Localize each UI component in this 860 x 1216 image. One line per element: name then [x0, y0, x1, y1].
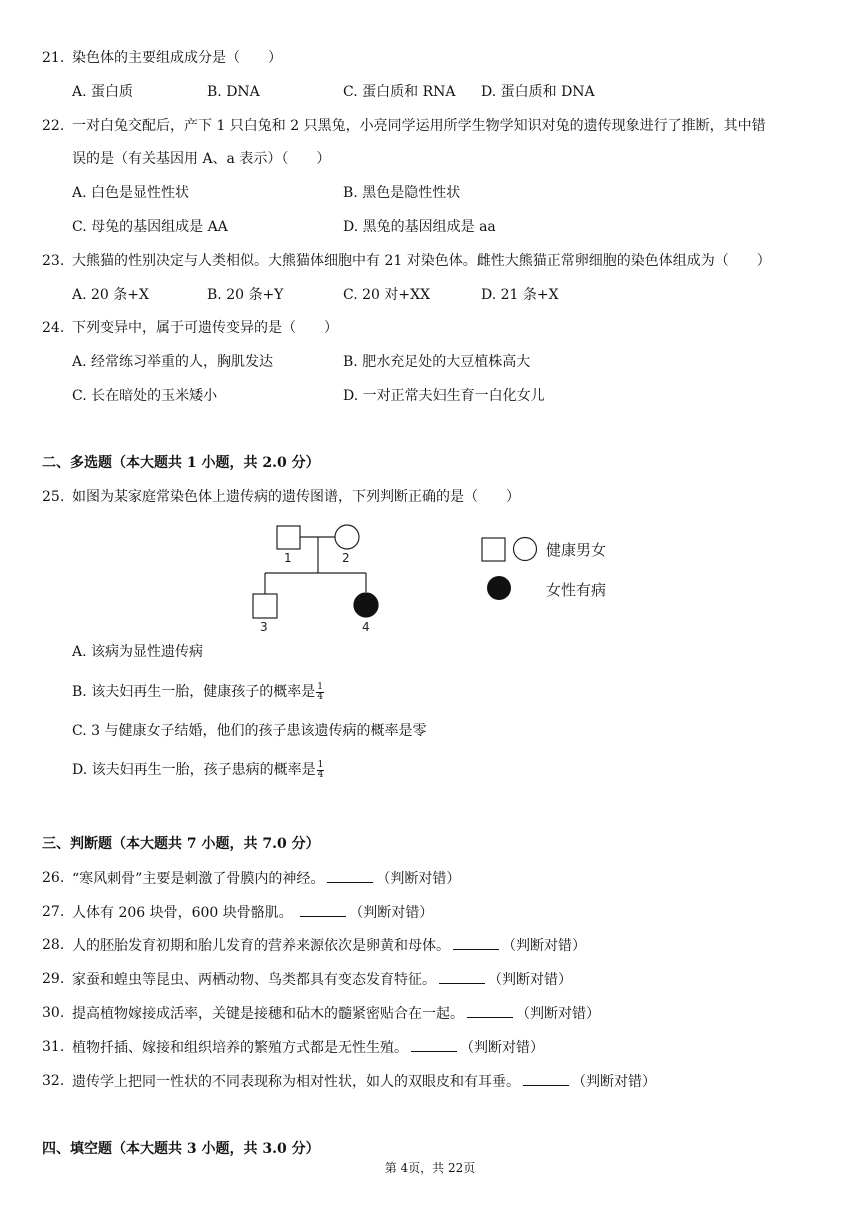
- question-number: 30.: [42, 1005, 65, 1021]
- q21-option-b[interactable]: B. DNA: [207, 84, 260, 100]
- question-number: 27.: [42, 904, 65, 920]
- male-1-square: [277, 526, 300, 549]
- q21-option-a[interactable]: A. 蛋白质: [72, 84, 134, 100]
- answer-blank[interactable]: [327, 868, 373, 883]
- fraction-numerator: 1: [317, 681, 323, 692]
- judge-item: [72, 969, 572, 990]
- legend-affected-label: 女性有病: [546, 581, 607, 599]
- fraction-denominator: 4: [317, 691, 323, 702]
- q24-option-b[interactable]: B. 肥水充足处的大豆植株高大: [343, 354, 531, 370]
- judge-item: [72, 1071, 656, 1092]
- q25-option-c[interactable]: C. 3 与健康女子结婚，他们的孩子患该遗传病的概率是零: [72, 723, 427, 739]
- question-25-text: 如图为某家庭常染色体上遗传病的遗传图谱，下列判断正确的是（ ）: [72, 489, 520, 505]
- q21-option-c[interactable]: C. 蛋白质和 RNA: [343, 84, 456, 100]
- question-21-text: 染色体的主要组成成分是（ ）: [72, 50, 282, 66]
- judge-item-text: “寒风刺骨”主要是刺激了骨膜内的神经。: [72, 871, 325, 887]
- question-22-text-line1: 一对白兔交配后，产下 1 只白兔和 2 只黑兔，小亮同学运用所学生物学知识对兔的遗传现象进行了推断，其中错: [72, 118, 766, 134]
- question-number: 22.: [42, 118, 65, 134]
- judge-item-text: 遗传学上把同一性状的不同表现称为相对性状，如人的双眼皮和有耳垂。: [72, 1074, 520, 1090]
- judge-item-text: 家蚕和蝗虫等昆虫、两栖动物、鸟类都具有变态发育特征。: [72, 972, 436, 988]
- q22-option-a[interactable]: A. 白色是显性性状: [72, 185, 190, 201]
- q23-option-b[interactable]: B. 20 条+Y: [207, 287, 284, 303]
- judge-item-text: 植物扦插、嫁接和组织培养的繁殖方式都是无性生殖。: [72, 1040, 408, 1056]
- fraction: [316, 683, 324, 702]
- judge-item: [72, 935, 586, 956]
- fraction: [317, 761, 325, 780]
- judge-item: [72, 868, 460, 889]
- judge-suffix: （判断对错）: [488, 972, 572, 988]
- legend-male-square: [482, 538, 505, 561]
- judge-suffix: （判断对错）: [502, 938, 586, 954]
- judge-suffix: （判断对错）: [572, 1074, 656, 1090]
- question-number: 25.: [42, 489, 65, 505]
- question-22-text-line2: 误的是（有关基因用 A、a 表示）（ ）: [72, 151, 331, 167]
- judge-item: [72, 902, 433, 923]
- judge-item: [72, 1003, 600, 1024]
- section-heading-fill-blank: 四、填空题（本大题共 3 小题，共 3.0 分）: [42, 1141, 320, 1157]
- judge-item-text: 人的胚胎发育初期和胎儿发育的营养来源依次是卵黄和母体。: [72, 938, 450, 954]
- q22-option-d[interactable]: D. 黑兔的基因组成是 aa: [343, 219, 496, 235]
- q23-option-d[interactable]: D. 21 条+X: [481, 287, 559, 303]
- legend-healthy-label: 健康男女: [546, 541, 607, 559]
- answer-blank[interactable]: [300, 902, 346, 917]
- section-heading-true-false: 三、判断题（本大题共 7 小题，共 7.0 分）: [42, 836, 320, 852]
- judge-item: [72, 1037, 544, 1058]
- legend-affected-female-circle: [487, 576, 511, 600]
- female-4-affected-circle: [354, 593, 378, 617]
- judge-suffix: （判断对错）: [516, 1006, 600, 1022]
- judge-item-text: 人体有 206 块骨，600 块骨骼肌。: [72, 905, 293, 921]
- judge-suffix: （判断对错）: [349, 905, 434, 921]
- q23-option-c[interactable]: C. 20 对+XX: [343, 287, 431, 303]
- section-heading-multiple-choice: 二、多选题（本大题共 1 小题，共 2.0 分）: [42, 455, 320, 471]
- q25-option-d[interactable]: [72, 760, 324, 780]
- question-number: 32.: [42, 1073, 65, 1089]
- judge-suffix: （判断对错）: [376, 871, 461, 887]
- pedigree-label-1: 1: [284, 551, 292, 565]
- judge-suffix: （判断对错）: [460, 1040, 544, 1056]
- question-number: 23.: [42, 253, 65, 269]
- legend-female-circle: [514, 538, 537, 561]
- answer-blank[interactable]: [439, 969, 485, 984]
- q24-option-c[interactable]: C. 长在暗处的玉米矮小: [72, 388, 218, 404]
- pedigree-label-3: 3: [260, 620, 268, 634]
- page-footer: 第 4页，共 22页: [384, 1161, 476, 1175]
- answer-blank[interactable]: [523, 1071, 569, 1086]
- question-number: 29.: [42, 971, 65, 987]
- q25-option-a[interactable]: A. 该病为显性遗传病: [72, 644, 204, 660]
- answer-blank[interactable]: [467, 1003, 513, 1018]
- q24-option-a[interactable]: A. 经常练习举重的人，胸肌发达: [72, 354, 274, 370]
- q25-option-d-text: D. 该夫妇再生一胎，孩子患病的概率是: [72, 762, 316, 778]
- pedigree-legend: [478, 530, 638, 606]
- answer-blank[interactable]: [453, 935, 499, 950]
- question-number: 24.: [42, 320, 65, 336]
- question-number: 21.: [42, 50, 65, 66]
- judge-item-text: 提高植物嫁接成活率，关键是接穗和砧木的髓紧密贴合在一起。: [72, 1006, 464, 1022]
- q25-option-b-text: B. 该夫妇再生一胎，健康孩子的概率是: [72, 684, 316, 700]
- pedigree-label-2: 2: [342, 551, 350, 565]
- q24-option-d[interactable]: D. 一对正常夫妇生育一白化女儿: [343, 388, 545, 404]
- fraction-denominator: 4: [317, 769, 324, 780]
- fraction-numerator: 1: [317, 759, 324, 770]
- question-23-text: 大熊猫的性别决定与人类相似。大熊猫体细胞中有 21 对染色体。雌性大熊猫正常卵细胞的染色体组成为（ ）: [72, 253, 771, 269]
- question-number: 28.: [42, 937, 65, 953]
- q25-option-b[interactable]: [72, 682, 324, 702]
- question-number: 31.: [42, 1039, 65, 1055]
- question-24-text: 下列变异中，属于可遗传变异的是（ ）: [72, 320, 338, 336]
- female-2-circle: [335, 525, 359, 549]
- pedigree-diagram: [240, 515, 380, 637]
- question-number: 26.: [42, 870, 65, 886]
- q22-option-b[interactable]: B. 黑色是隐性性状: [343, 185, 461, 201]
- answer-blank[interactable]: [411, 1037, 457, 1052]
- q21-option-d[interactable]: D. 蛋白质和 DNA: [481, 84, 595, 100]
- q22-option-c[interactable]: C. 母兔的基因组成是 AA: [72, 219, 228, 235]
- q23-option-a[interactable]: A. 20 条+X: [72, 287, 149, 303]
- male-3-square: [253, 594, 277, 618]
- pedigree-label-4: 4: [362, 620, 370, 634]
